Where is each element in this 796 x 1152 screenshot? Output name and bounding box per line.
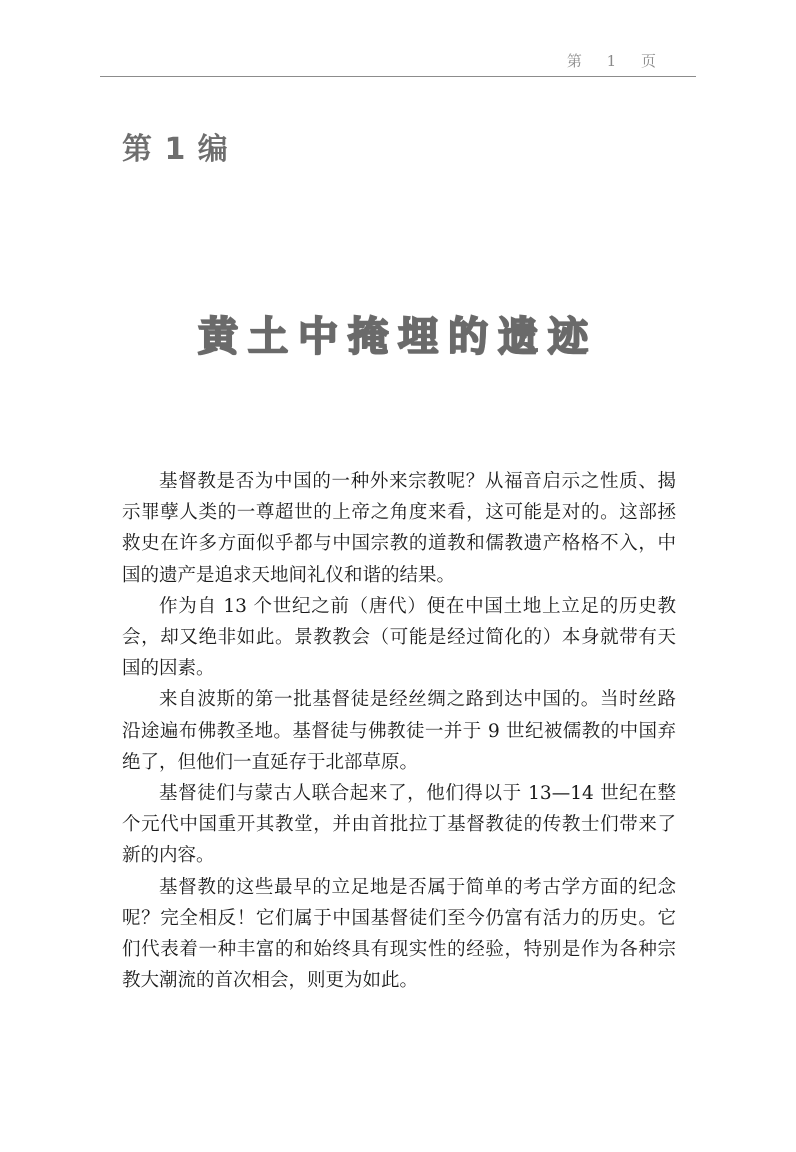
paragraph: 作为自 13 个世纪之前（唐代）便在中国土地上立足的历史教会，却又绝非如此。景教教会（可能是经过简化的）本身就带有天国的因素。	[122, 595, 676, 680]
paragraph: 基督教是否为中国的一种外来宗教呢？从福音启示之性质、揭示罪孽人类的一尊超世的上帝之角度来看，这可能是对的。这部拯救史在许多方面似乎都与中国宗教的道教和儒教遗产格格不入，中国的遗产是追求天地间礼仪和谐的结果。	[122, 471, 676, 586]
part-label: 第 1 编	[122, 132, 229, 167]
page-header	[100, 48, 696, 77]
section-title: 黄土中掩埋的遗迹	[198, 314, 598, 360]
paragraph: 来自波斯的第一批基督徒是经丝绸之路到达中国的。当时丝路沿途遍布佛教圣地。基督徒与佛教徒一并于 9 世纪被儒教的中国弃绝了，但他们一直延存于北部草原。	[122, 689, 676, 773]
body-text	[122, 466, 676, 996]
page-number: 第 1 页	[566, 52, 666, 70]
paragraph: 基督徒们与蒙古人联合起来了，他们得以于 13—14 世纪在整个元代中国重开其教堂，并由首批拉丁基督教徒的传教士们带来了新的内容。	[122, 783, 676, 867]
paragraph: 基督教的这些最早的立足地是否属于简单的考古学方面的纪念呢？完全相反！它们属于中国基督徒们至今仍富有活力的历史。它们代表着一种丰富的和始终具有现实性的经验，特别是作为各种宗教大潮流的首次相会，则更为如此。	[122, 876, 676, 992]
